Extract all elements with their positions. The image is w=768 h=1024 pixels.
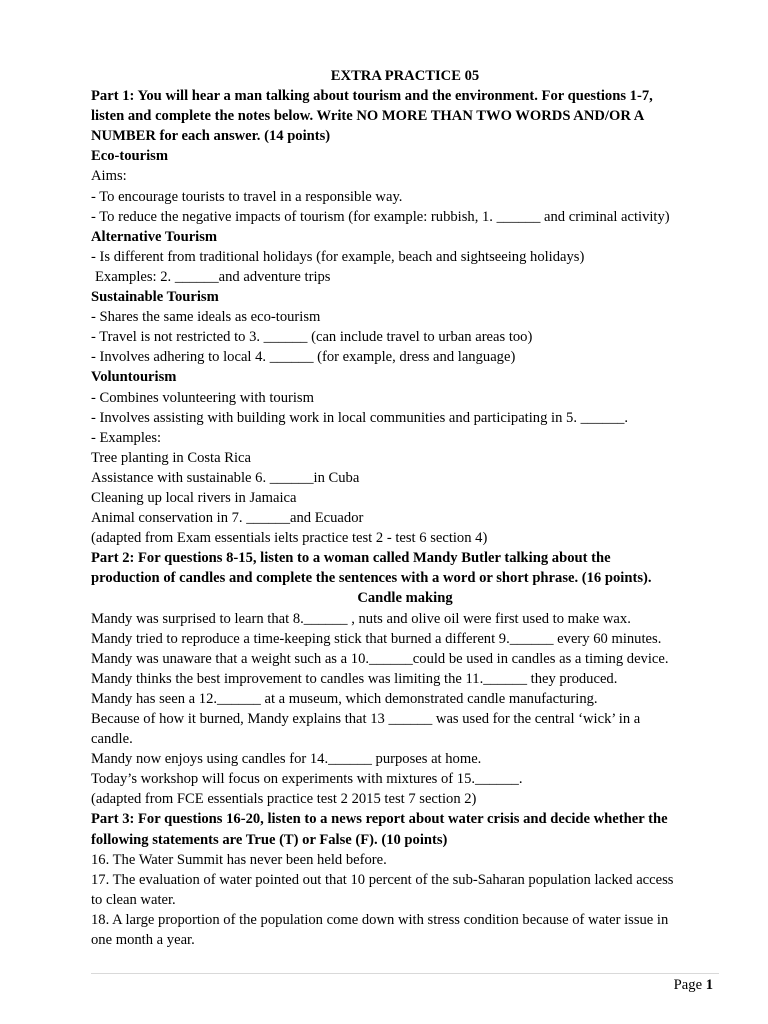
sustainable-line-question-3: - Travel is not restricted to 3. ______ (can include travel to urban areas too)	[91, 329, 533, 346]
voluntourism-example-question-7: Animal conservation in 7. ______and Ecuador	[91, 510, 364, 527]
voluntourism-example: Cleaning up local rivers in Jamaica	[91, 489, 297, 506]
part2-source-note: (adapted from FCE essentials practice test 2 2015 test 7 section 2)	[91, 791, 477, 808]
page-label: Page	[673, 977, 706, 993]
document-body	[91, 66, 719, 950]
part2-sentence-question-14: Mandy now enjoys using candles for 14.______ purposes at home.	[91, 751, 482, 768]
part1-instruction-line: Part 1: You will hear a man talking about tourism and the environment. For questions 1-7,	[91, 88, 653, 105]
part2-subtitle: Candle making	[357, 590, 453, 607]
part1-instruction-line: NUMBER for each answer. (14 points)	[91, 128, 331, 145]
voluntourism-line: - Combines volunteering with tourism	[91, 389, 314, 406]
part3-statement-18: 18. A large proportion of the population come down with stress condition because of water issue in	[91, 911, 669, 928]
part2-sentence-question-8: Mandy was surprised to learn that 8.______ , nuts and olive oil were first used to make wax.	[91, 610, 631, 627]
part1-instruction-line: listen and complete the notes below. Write NO MORE THAN TWO WORDS AND/OR A	[91, 108, 645, 125]
footer-divider	[91, 973, 719, 974]
voluntourism-heading: Voluntourism	[91, 369, 177, 386]
voluntourism-example-question-6: Assistance with sustainable 6. ______in Cuba	[91, 469, 360, 486]
part2-sentence-question-11: Mandy thinks the best improvement to candles was limiting the 11.______ they produced.	[91, 670, 618, 687]
part3-statement-17: 17. The evaluation of water pointed out that 10 percent of the sub-Saharan population lacked access	[91, 871, 674, 888]
part3-statement-16: 16. The Water Summit has never been held before.	[91, 851, 387, 868]
eco-aim-line: - To encourage tourists to travel in a responsible way.	[91, 188, 403, 205]
page-footer	[674, 975, 713, 995]
part3-instruction-line: Part 3: For questions 16-20, listen to a news report about water crisis and decide whether the	[91, 811, 668, 828]
part2-sentence-question-12: Mandy has seen a 12.______ at a museum, which demonstrated candle manufacturing.	[91, 690, 598, 707]
part2-sentence-continuation: candle.	[91, 731, 133, 748]
part2-sentence-question-15: Today’s workshop will focus on experiments with mixtures of 15.______.	[91, 771, 523, 788]
alternative-line: - Is different from traditional holidays (for example, beach and sightseeing holidays)	[91, 248, 585, 265]
sustainable-tourism-heading: Sustainable Tourism	[91, 289, 219, 306]
voluntourism-line-question-5: - Involves assisting with building work in local communities and participating in 5. ______.	[91, 409, 629, 426]
sustainable-line: - Shares the same ideals as eco-tourism	[91, 309, 321, 326]
part3-statement-continuation: to clean water.	[91, 891, 176, 908]
alternative-tourism-heading: Alternative Tourism	[91, 228, 218, 245]
page-title: EXTRA PRACTICE 05	[330, 68, 480, 84]
part2-sentence-question-10: Mandy was unaware that a weight such as a 10.______could be used in candles as a timing device.	[91, 650, 669, 667]
part3-statement-continuation: one month a year.	[91, 932, 195, 949]
voluntourism-example: Tree planting in Costa Rica	[91, 449, 251, 466]
alternative-examples-question-2: Examples: 2. ______and adventure trips	[95, 268, 331, 285]
voluntourism-examples-label: - Examples:	[91, 429, 162, 446]
eco-aim-line-question-1: - To reduce the negative impacts of tourism (for example: rubbish, 1. ______ and criminal activity)	[91, 208, 670, 225]
part2-instruction-line: Part 2: For questions 8-15, listen to a woman called Mandy Butler talking about the	[91, 550, 611, 567]
part2-sentence-question-13: Because of how it burned, Mandy explains that 13 ______ was used for the central ‘wick’ in a	[91, 711, 641, 727]
eco-aims-label: Aims:	[91, 168, 127, 185]
page-number: 1	[705, 977, 713, 993]
sustainable-line-question-4: - Involves adhering to local 4. ______ (for example, dress and language)	[91, 349, 516, 366]
eco-tourism-heading: Eco-tourism	[91, 148, 169, 165]
part3-instruction-line: following statements are True (T) or False (F). (10 points)	[91, 831, 448, 848]
part2-instruction-line: production of candles and complete the sentences with a word or short phrase. (16 points).	[91, 570, 652, 587]
part2-sentence-question-9: Mandy tried to reproduce a time-keeping stick that burned a different 9.______ every 60 minutes.	[91, 630, 662, 647]
part1-source-note: (adapted from Exam essentials ielts practice test 2 - test 6 section 4)	[91, 530, 488, 547]
